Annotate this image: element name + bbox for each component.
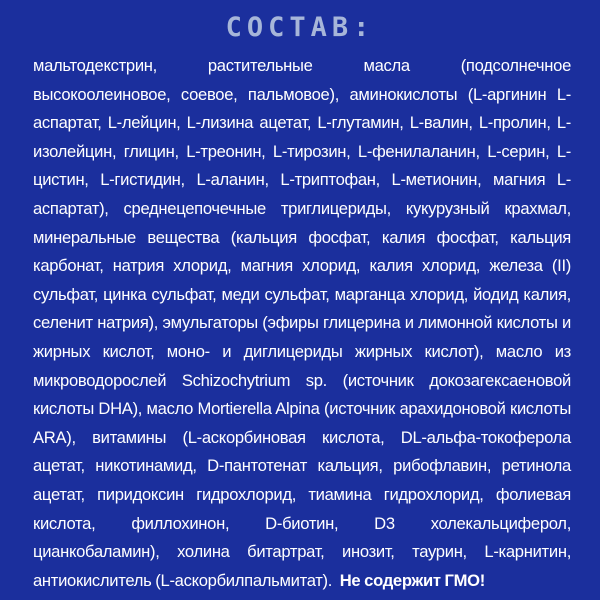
ingredients-paragraph — [33, 52, 571, 595]
composition-heading: СОСТАВ: — [225, 12, 375, 43]
ingredients-text: мальтодекстрин, растительные масла (подсолнечное высокоолеиновое, соевое, пальмовое), аминокислоты (L-аргинин L-аспартат, L-лейцин, L-лизина ацетат, L-глутамин, L-валин, L-пролин, L-изолейцин, глицин, L-треонин, L-тирозин, L-фенилаланин, L-серин, L-цистин, L-гистидин, L-аланин, L-триптофан, L-метионин, магния L-аспартат), среднецепочечные триглицериды, кукурузный крахмал, минеральные вещества (кальция фосфат, калия фосфат, кальция карбонат, натрия хлорид, магния хлорид, калия хлорид, железа (II) сульфат, цинка сульфат, меди сульфат, марганца хлорид, йодид калия, селенит натрия), эмульгаторы (эфиры глицерина и лимонной кислоты и жирных кислот, моно- и диглицериды жирных кислот), масло из микроводорослей Schizochytrium sp. (источник докозагексаеновой кислоты DHA), масло Mortierella Alpina (источник арахидоновой кислоты ARA), витамины (L-аскорбиновая кислота, DL-альфа-токоферола ацетат, никотинамид, D-пантотенат кальция, рибофлавин, ретинола ацетат, пиридоксин гидрохлорид, тиамина гидрохлорид, фолиевая кислота, филлохинон, D-биотин, D3 холекальциферол, цианкобаламин), холина битартрат, инозит, таурин, L-карнитин, антиокислитель (L-аскорбилпальмитат). — [33, 56, 571, 590]
gmo-free-note: Не содержит ГМО! — [339, 570, 485, 590]
